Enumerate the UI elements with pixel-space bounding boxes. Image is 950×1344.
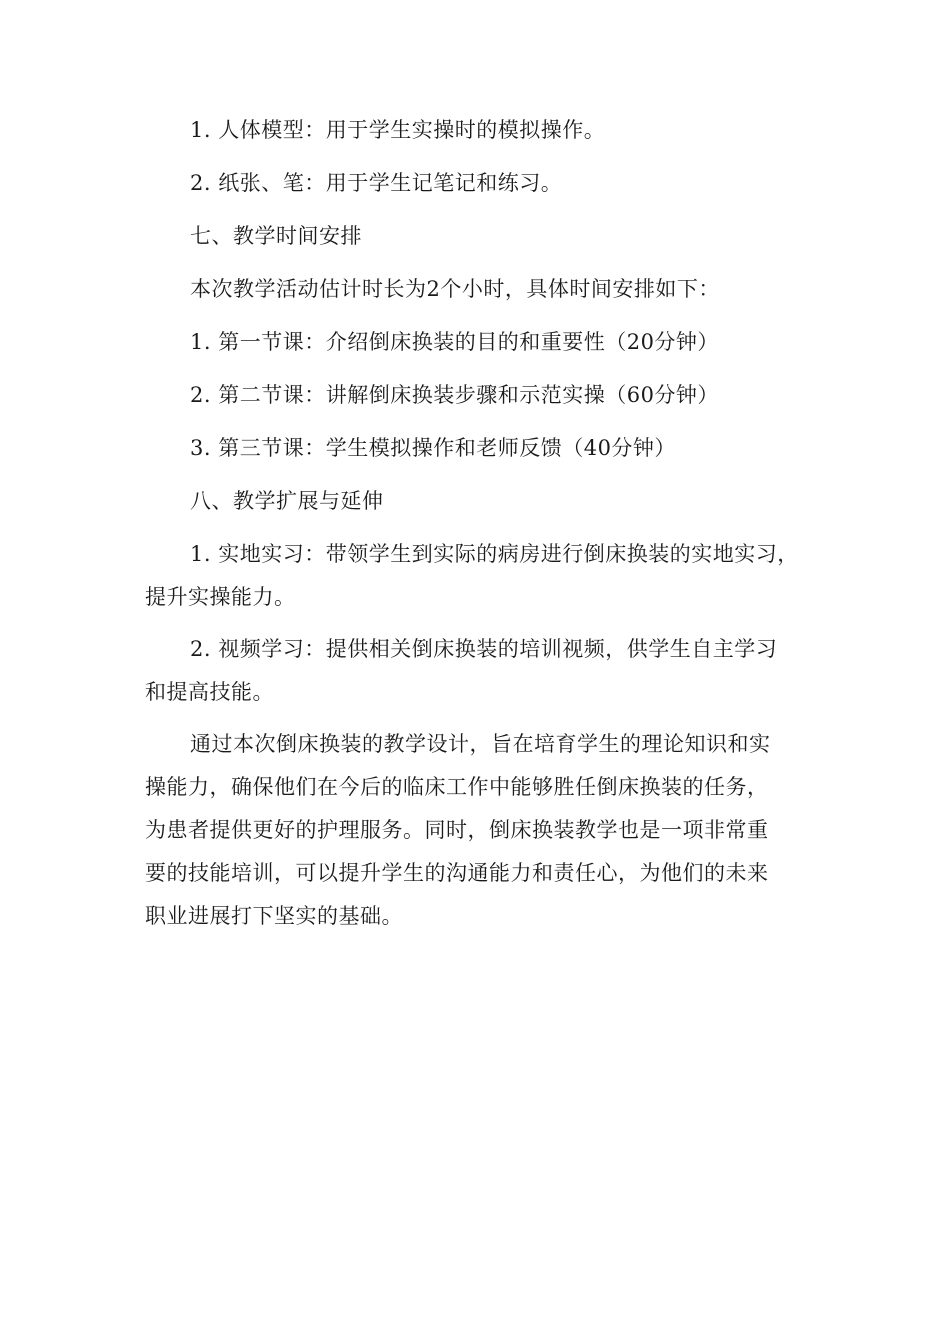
conclusion-line-4: 要的技能培训，可以提升学生的沟通能力和责任心，为他们的未来 [145,861,769,885]
schedule-item-2: 2. 第二节课：讲解倒床换装步骤和示范实操（60分钟） [190,383,719,407]
extension-item-1-line-2: 提升实操能力。 [145,585,296,609]
conclusion-line-3: 为患者提供更好的护理服务。同时，倒床换装教学也是一项非常重 [145,818,769,842]
conclusion-line-2: 操能力，确保他们在今后的临床工作中能够胜任倒床换装的任务， [145,775,769,799]
section-heading-schedule: 七、教学时间安排 [190,224,362,248]
schedule-intro: 本次教学活动估计时长为2个小时，具体时间安排如下： [190,277,720,301]
list-item-paper-pen: 2. 纸张、笔：用于学生记笔记和练习。 [190,171,563,195]
schedule-item-1: 1. 第一节课：介绍倒床换装的目的和重要性（20分钟） [190,330,719,354]
conclusion-line-5: 职业进展打下坚实的基础。 [145,904,403,928]
extension-item-2-line-2: 和提高技能。 [145,680,274,704]
list-item-model: 1. 人体模型：用于学生实操时的模拟操作。 [190,118,606,142]
extension-item-1-line-1: 1. 实地实习：带领学生到实际的病房进行倒床换装的实地实习， [190,542,799,566]
section-heading-extension: 八、教学扩展与延伸 [190,489,384,513]
extension-item-2-line-1: 2. 视频学习：提供相关倒床换装的培训视频，供学生自主学习 [190,637,778,661]
conclusion-line-1: 通过本次倒床换装的教学设计，旨在培育学生的理论知识和实 [190,732,771,756]
schedule-item-3: 3. 第三节课：学生模拟操作和老师反馈（40分钟） [190,436,676,460]
